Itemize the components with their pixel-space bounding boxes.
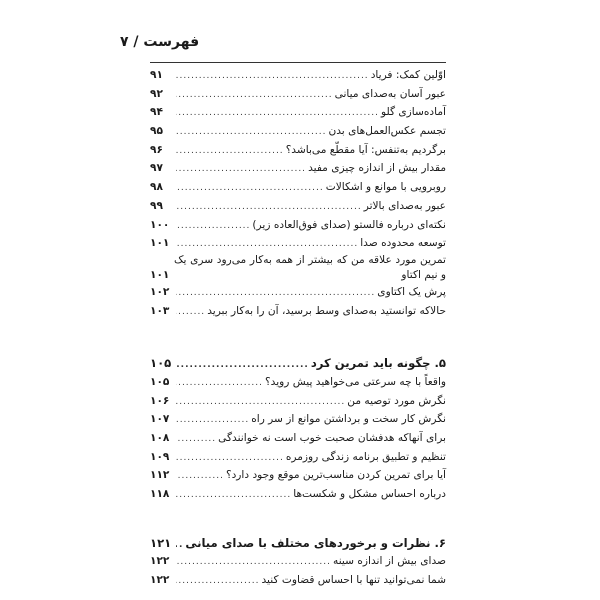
- leader-dots: [176, 572, 259, 591]
- entry-title: آیا برای تمرین کردن مناسب‌ترین موقع وجود دارد؟: [225, 469, 446, 482]
- page-number: ۱۰۷: [150, 413, 170, 426]
- toc-entry[interactable]: [150, 197, 446, 216]
- toc-entry[interactable]: [150, 122, 446, 141]
- toc-entry[interactable]: [150, 448, 446, 467]
- entry-title: پرش یک اکتاوی: [377, 285, 446, 298]
- entry-title: برگردیم به‌تنفس: آیا مقطّع می‌باشد؟: [285, 143, 446, 156]
- leader-dots: [176, 104, 379, 123]
- page-number: ۱۲۲: [150, 574, 170, 587]
- leader-dots: [176, 179, 324, 198]
- page-number: ۹۵: [150, 125, 163, 138]
- leader-dots: [176, 411, 249, 430]
- leader-dots: [176, 374, 263, 393]
- page-number: ۹۷: [150, 162, 163, 175]
- page-number: ۹۸: [150, 181, 163, 194]
- entry-title: تمرین مورد علاقه من که بیشتر از همه به‌کار می‌رود سری یک و نیم اکتاو: [174, 253, 446, 281]
- header-rule: [150, 62, 446, 63]
- leader-dots: [176, 393, 345, 412]
- leader-dots: [176, 67, 369, 86]
- entry-title: توسعه محدوده صدا: [360, 237, 446, 250]
- leader-dots: [176, 86, 333, 105]
- toc-entry[interactable]: [150, 571, 446, 590]
- chapter-6-heading[interactable]: [150, 534, 446, 553]
- leader-dots: [176, 486, 291, 505]
- leader-dots: [176, 553, 331, 572]
- page-number: ۱۰۵: [150, 356, 172, 371]
- toc-entry[interactable]: [150, 234, 446, 253]
- leader-dots: [176, 449, 284, 468]
- page-number: ۱۰۱: [150, 268, 170, 281]
- page-number: ۹۲: [150, 87, 163, 100]
- leader-dots: [176, 303, 205, 322]
- leader-dots: [176, 142, 284, 161]
- leader-dots: [176, 235, 358, 254]
- toc-entry[interactable]: [150, 103, 446, 122]
- section-gap: [150, 320, 446, 354]
- page-number: ۱۰۳: [150, 304, 170, 317]
- entry-title: عبور به‌صدای بالاتر: [363, 199, 446, 212]
- toc-entry[interactable]: [150, 253, 446, 283]
- entry-title: حالا‌که توانستید به‌صدای وسط برسید، آن را به‌کار ببرید: [207, 304, 446, 317]
- toc-entry[interactable]: [150, 466, 446, 485]
- page-number: ۱۰۹: [150, 450, 170, 463]
- entry-title: برای آنها‌که هدفشان صحبت خوب است نه خوانندگی: [218, 432, 446, 444]
- page-number: ۱۰۰: [150, 218, 170, 231]
- leader-dots: [176, 536, 183, 555]
- entry-title: تجسم عکس‌العمل‌های بدن: [328, 125, 446, 138]
- toc-entry[interactable]: [150, 373, 446, 392]
- page-number: ۱۰۱: [150, 237, 170, 250]
- toc-entry[interactable]: [150, 392, 446, 411]
- entry-title: تنظیم و تطبیق برنامه زندگی روزمره: [285, 450, 446, 463]
- toc-entry[interactable]: [150, 159, 446, 178]
- toc-entry[interactable]: [150, 552, 446, 571]
- leader-dots: [176, 198, 362, 217]
- entry-title: واقعاً با چه سرعتی می‌خواهید پیش روید؟: [265, 375, 446, 388]
- leader-dots: [176, 284, 375, 303]
- toc-entry[interactable]: [150, 485, 446, 504]
- page-header: فهرست / ۷: [120, 34, 200, 50]
- toc-entry[interactable]: [150, 178, 446, 197]
- entry-title: عبور آسان به‌صدای میانی: [334, 87, 446, 100]
- entry-title: نگرش مورد توصیه من: [347, 394, 446, 407]
- toc-section-b: [150, 373, 446, 504]
- page-number: ۹۴: [150, 106, 163, 119]
- entry-title: روبرویی با موانع و اشکالات: [325, 181, 446, 194]
- leader-dots: [176, 430, 216, 449]
- entry-title: شما نمی‌توانید تنها با احساس قضاوت کنید: [261, 574, 446, 587]
- chapter-5-heading[interactable]: [150, 354, 446, 373]
- leader-dots: [176, 160, 306, 179]
- page-number: ۱۰۵: [150, 375, 170, 388]
- page-number: ۱۱۸: [150, 488, 170, 501]
- entry-title: نگرش کار سخت و برداشتن موانع از سر راه: [251, 413, 446, 426]
- page-number: ۹۶: [150, 143, 163, 156]
- table-of-contents: [150, 66, 446, 590]
- section-gap: [150, 504, 446, 534]
- chapter-title: ۶. نظرات و برخوردهای مختلف با صدای میانی: [185, 535, 446, 550]
- page-number: ۱۱۲: [150, 469, 170, 482]
- entry-title: اوّلین کمک: فریاد: [370, 69, 446, 81]
- leader-dots: [176, 123, 326, 142]
- entry-title: صدای بیش از اندازه سینه: [333, 555, 446, 568]
- toc-entry[interactable]: [150, 429, 446, 448]
- toc-entry[interactable]: [150, 410, 446, 429]
- leader-dots: [176, 467, 224, 486]
- page-number: ۱۲۲: [150, 555, 170, 568]
- toc-entry[interactable]: [150, 141, 446, 160]
- entry-title: نکته‌ای درباره فالستو (صدای فوق‌العاده زیر): [252, 218, 446, 231]
- toc-entry[interactable]: [150, 283, 446, 302]
- leader-dots: [176, 217, 250, 236]
- toc-entry[interactable]: [150, 302, 446, 321]
- page-number: ۹۹: [150, 199, 163, 212]
- entry-title: آماده‌سازی گلو: [380, 106, 446, 119]
- entry-title: درباره احساس مشکل و شکست‌ها: [293, 488, 446, 501]
- toc-section-a: [150, 66, 446, 320]
- page-number: ۹۱: [150, 69, 163, 81]
- page-number: ۱۲۱: [150, 535, 172, 550]
- toc-entry[interactable]: [150, 85, 446, 104]
- page-number: ۱۰۶: [150, 394, 170, 407]
- entry-title: مقدار بیش از اندازه چیزی مفید: [308, 162, 446, 175]
- page-number: ۱۰۸: [150, 432, 170, 444]
- toc-entry[interactable]: [150, 216, 446, 235]
- page-number: ۱۰۲: [150, 285, 170, 298]
- toc-section-c: [150, 552, 446, 589]
- chapter-title: ۵. چگونه باید تمرین کرد: [310, 356, 446, 371]
- toc-entry[interactable]: [150, 66, 446, 85]
